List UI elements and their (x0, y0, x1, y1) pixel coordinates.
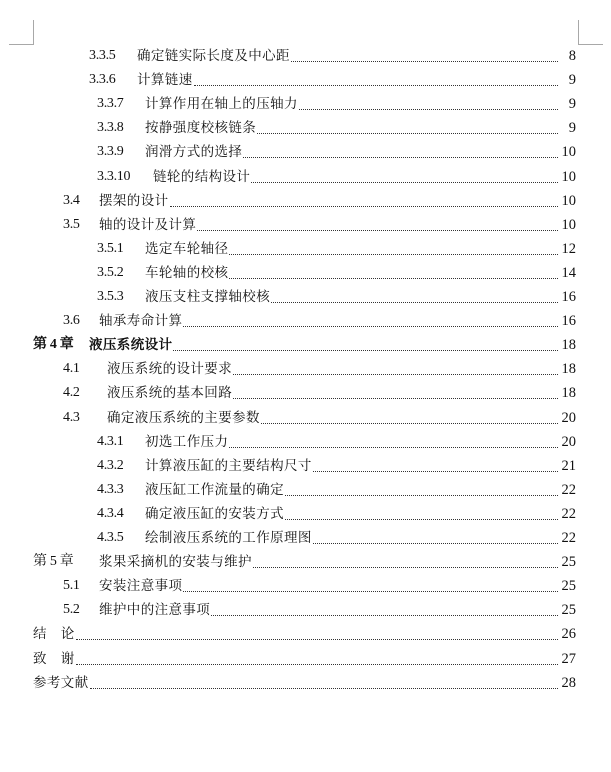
toc-entry-number: 3.3.7 (97, 96, 124, 112)
toc-entry[interactable] (0, 44, 611, 68)
toc-dot-leader (313, 470, 558, 472)
toc-entry[interactable] (0, 333, 611, 357)
toc-dot-leader (76, 663, 558, 665)
toc-entry-title-wrap (145, 454, 559, 478)
toc-entry-number: 3.3.8 (97, 120, 124, 136)
toc-entry-page-number[interactable]: 18 (561, 361, 576, 378)
toc-entry-title[interactable]: 致 谢 (33, 650, 75, 667)
toc-entry-page-number[interactable]: 9 (568, 96, 576, 113)
toc-entry-page-number[interactable]: 9 (568, 120, 576, 137)
toc-entry-title[interactable]: 车轮轴的校核 (145, 264, 229, 281)
page-corner-mark-top-right (578, 20, 603, 45)
toc-entry-title-wrap (145, 237, 559, 261)
toc-entry-title[interactable]: 摆架的设计 (99, 192, 169, 209)
toc-entry-title-wrap (99, 213, 559, 237)
toc-entry-number: 5.1 (63, 578, 80, 594)
toc-entry[interactable] (0, 357, 611, 381)
toc-entry-number: 3.5.2 (97, 264, 124, 280)
toc-entry-title-wrap (107, 357, 559, 381)
toc-entry-number: 3.5.3 (97, 289, 124, 304)
toc-entry-title-wrap (99, 574, 559, 598)
toc-dot-leader (251, 181, 558, 183)
toc-entry-title[interactable]: 液压缸工作流量的确定 (145, 481, 284, 498)
toc-entry-title[interactable]: 轴承寿命计算 (99, 313, 183, 330)
toc-dot-leader (291, 60, 558, 62)
toc-entry-title[interactable]: 选定车轮轴径 (145, 240, 229, 257)
toc-entry-title-wrap (145, 478, 559, 502)
toc-entry[interactable] (0, 285, 611, 309)
toc-entry-number: 3.6 (63, 313, 80, 329)
toc-entry[interactable] (0, 261, 611, 285)
toc-entry-title[interactable]: 按静强度校核链条 (145, 120, 257, 137)
toc-entry-title[interactable]: 结 论 (33, 626, 75, 643)
toc-entry-page-number[interactable]: 10 (561, 192, 576, 209)
toc-entry-title[interactable]: 轴的设计及计算 (99, 216, 197, 233)
toc-entry[interactable] (0, 309, 611, 333)
toc-entry-page-number[interactable]: 28 (561, 674, 576, 691)
toc-entry-title-wrap (145, 430, 559, 454)
toc-entry-title[interactable]: 确定液压系统的主要参数 (107, 409, 260, 426)
toc-entry-title-wrap (137, 44, 559, 68)
toc-entry-page-number[interactable]: 27 (561, 650, 576, 667)
toc-entry-title[interactable]: 液压支柱支撑轴校核 (145, 289, 271, 305)
toc-dot-leader (76, 638, 558, 640)
toc-dot-leader (243, 156, 558, 158)
toc-entry-title-wrap (99, 189, 559, 213)
toc-entry[interactable] (0, 237, 611, 261)
toc-entry-number: 4.3.5 (97, 530, 124, 545)
toc-dot-leader (194, 84, 558, 86)
toc-entry-page-number[interactable]: 25 (561, 578, 576, 595)
toc-entry-number: 3.3.9 (97, 144, 124, 160)
toc-entry-number: 4.3.1 (97, 433, 124, 449)
toc-dot-leader (271, 301, 558, 303)
toc-entry[interactable] (0, 478, 611, 502)
toc-entry[interactable] (0, 189, 611, 213)
toc-entry-title-wrap (145, 116, 559, 140)
toc-entry[interactable] (0, 68, 611, 92)
toc-entry-number: 4.1 (63, 361, 80, 377)
toc-entry-number: 第 4 章 (33, 337, 74, 353)
toc-entry-title-wrap (145, 526, 559, 550)
toc-entry-title[interactable]: 计算液压缸的主要结构尺寸 (145, 457, 312, 474)
toc-entry-page-number[interactable]: 8 (568, 48, 576, 64)
toc-entry-title-wrap (107, 381, 559, 405)
toc-entry-title[interactable]: 安装注意事项 (99, 578, 183, 595)
toc-entry-number: 4.3.4 (97, 505, 124, 521)
toc-entry-number: 3.5.1 (97, 240, 124, 256)
toc-dot-leader (233, 373, 558, 375)
toc-entry-title[interactable]: 液压系统设计 (89, 337, 173, 354)
toc-entry[interactable] (0, 381, 611, 405)
toc-entry-title-wrap (99, 550, 559, 574)
toc-entry-number: 3.3.6 (89, 72, 116, 88)
toc-entry-title[interactable]: 参考文献 (33, 674, 89, 691)
toc-entry-title-wrap (33, 671, 559, 695)
toc-entry-page-number[interactable]: 10 (561, 144, 576, 161)
toc-dot-leader (261, 422, 558, 424)
toc-entry-page-number[interactable]: 25 (561, 602, 576, 619)
toc-entry-title-wrap (99, 309, 559, 333)
toc-entry-title-wrap (137, 68, 559, 92)
toc-entry-page-number[interactable]: 10 (561, 216, 576, 233)
toc-dot-leader (313, 542, 558, 544)
toc-entry-page-number[interactable]: 20 (561, 433, 576, 450)
toc-entry-title-wrap (145, 140, 559, 164)
toc-entry[interactable] (0, 213, 611, 237)
toc-entry-title-wrap (145, 285, 559, 309)
toc-entry-title-wrap (89, 333, 559, 357)
toc-entry-page-number[interactable]: 18 (561, 337, 576, 354)
toc-entry-title[interactable]: 绘制液压系统的工作原理图 (145, 530, 312, 546)
toc-dot-leader (229, 253, 558, 255)
toc-dot-leader (257, 132, 558, 134)
toc-dot-leader (90, 687, 558, 689)
toc-entry-title[interactable]: 浆果采摘机的安装与维护 (99, 554, 252, 571)
toc-dot-leader (170, 205, 559, 207)
toc-entry-title-wrap (145, 92, 559, 116)
toc-entry[interactable] (0, 647, 611, 671)
toc-entry[interactable] (0, 140, 611, 164)
toc-entry[interactable] (0, 430, 611, 454)
toc-entry-number: 4.2 (63, 385, 80, 401)
toc-entry-page-number[interactable]: 18 (561, 385, 576, 402)
toc-dot-leader (229, 277, 558, 279)
toc-entry-page-number[interactable]: 22 (561, 530, 576, 546)
toc-entry-title[interactable]: 初选工作压力 (145, 433, 229, 450)
toc-entry-title-wrap (145, 502, 559, 526)
toc-entry-number: 3.3.10 (97, 168, 131, 184)
toc-dot-leader (173, 349, 558, 351)
toc-entry-page-number[interactable]: 21 (561, 457, 576, 474)
toc-entry-title-wrap (99, 598, 559, 622)
toc-dot-leader (229, 446, 558, 448)
toc-entry-page-number[interactable]: 12 (561, 240, 576, 257)
toc-entry-title[interactable]: 润滑方式的选择 (145, 144, 243, 161)
toc-entry-title[interactable]: 计算链速 (137, 72, 193, 89)
toc-entry[interactable] (0, 502, 611, 526)
toc-entry[interactable] (0, 671, 611, 695)
toc-entry-number: 4.3.3 (97, 481, 124, 497)
toc-entry[interactable] (0, 526, 611, 550)
toc-entry[interactable] (0, 454, 611, 478)
toc-dot-leader (233, 397, 558, 399)
toc-entry-title-wrap (107, 406, 559, 430)
toc-dot-leader (211, 614, 558, 616)
toc-entry[interactable] (0, 574, 611, 598)
toc-entry[interactable] (0, 622, 611, 646)
toc-entry-title[interactable]: 确定液压缸的安装方式 (145, 505, 284, 522)
toc-entry[interactable] (0, 550, 611, 574)
toc-dot-leader (299, 108, 558, 110)
toc-entry-title-wrap (153, 165, 559, 189)
toc-dot-leader (183, 325, 558, 327)
toc-entry-number: 5.2 (63, 602, 80, 618)
page-corner-mark-top-left (9, 20, 34, 45)
toc-entry-number: 3.4 (63, 192, 80, 208)
toc-entry-title-wrap (33, 647, 559, 671)
toc-entry-number: 3.5 (63, 216, 80, 232)
toc-entry-page-number[interactable]: 25 (561, 554, 576, 571)
toc-entry-title[interactable]: 液压系统的设计要求 (107, 361, 233, 378)
toc-entry[interactable] (0, 598, 611, 622)
toc-entry-number: 4.3 (63, 409, 80, 425)
toc-entry-title-wrap (145, 261, 559, 285)
toc-entry-number: 第 5 章 (33, 554, 74, 570)
toc-entry-title[interactable]: 液压系统的基本回路 (107, 385, 233, 402)
toc-dot-leader (197, 229, 558, 231)
toc-entry-page-number[interactable]: 14 (561, 264, 576, 281)
toc-entry-title[interactable]: 链轮的结构设计 (153, 168, 251, 185)
toc-entry-title[interactable]: 维护中的注意事项 (99, 602, 211, 619)
toc-entry-page-number[interactable]: 16 (561, 289, 576, 305)
toc-entry[interactable] (0, 116, 611, 140)
toc-dot-leader (183, 590, 558, 592)
toc-entry-title[interactable]: 计算作用在轴上的压轴力 (145, 96, 298, 113)
toc-entry-title[interactable]: 确定链实际长度及中心距 (137, 48, 290, 64)
toc-entry-page-number[interactable]: 22 (561, 481, 576, 498)
toc-entry-page-number[interactable]: 10 (561, 168, 576, 185)
toc-entry-page-number[interactable]: 22 (561, 505, 576, 522)
toc-entry-page-number[interactable]: 20 (561, 409, 576, 426)
toc-entry-title-wrap (33, 622, 559, 646)
toc-dot-leader (285, 518, 558, 520)
toc-dot-leader (285, 494, 558, 496)
toc-entry[interactable] (0, 92, 611, 116)
toc-entry-number: 4.3.2 (97, 457, 124, 473)
toc-entry-page-number[interactable]: 16 (561, 313, 576, 330)
toc-entry-number: 3.3.5 (89, 48, 116, 63)
toc-entry-page-number[interactable]: 26 (561, 626, 576, 643)
toc-entry-page-number[interactable]: 9 (568, 72, 576, 89)
toc-entry[interactable] (0, 165, 611, 189)
toc-dot-leader (253, 566, 558, 568)
toc-entry[interactable] (0, 406, 611, 430)
